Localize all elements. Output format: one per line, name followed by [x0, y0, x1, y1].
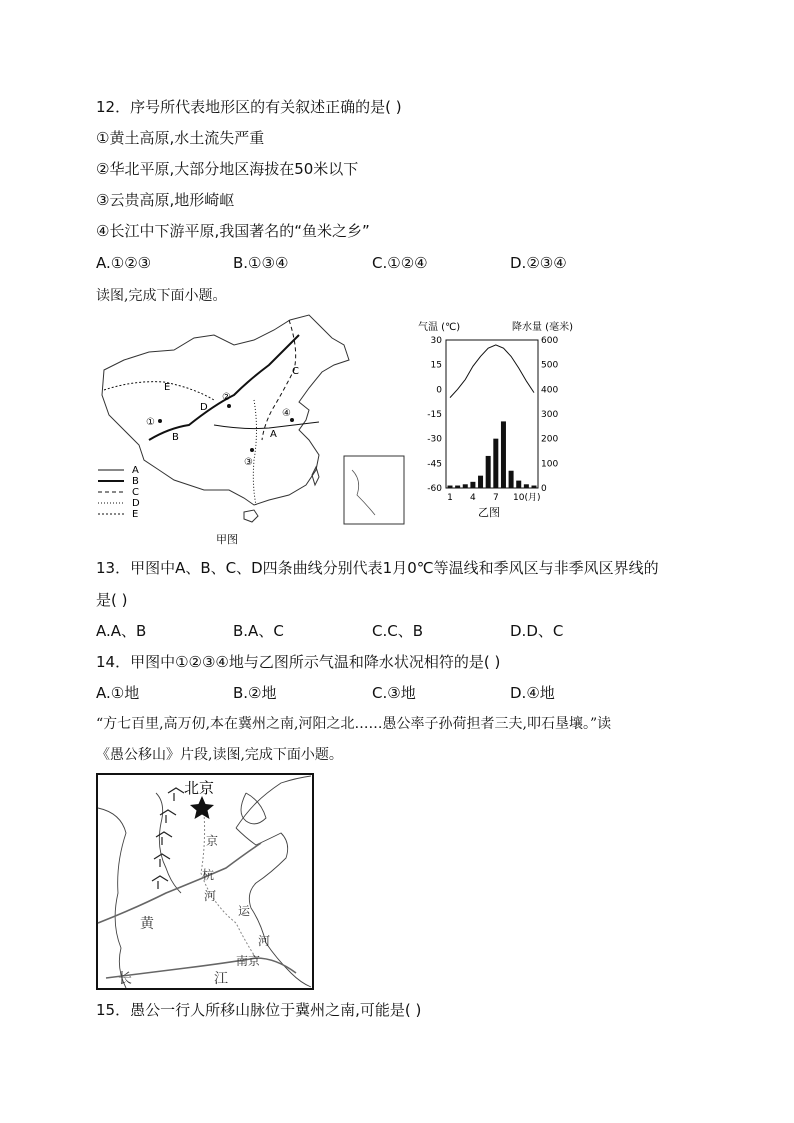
intro-1: 读图,完成下面小题。 — [96, 288, 227, 304]
right-tick-label: 100 — [541, 459, 559, 470]
point-2 — [227, 404, 231, 408]
chart-frame — [446, 340, 538, 488]
precip-bar — [516, 481, 521, 488]
temperature-line — [450, 345, 534, 398]
taiwan-island — [312, 467, 319, 485]
point-label-1: ① — [146, 417, 155, 428]
label-hang: 杭 — [202, 868, 215, 882]
curve-a — [214, 422, 319, 429]
climate-chart — [414, 318, 596, 523]
q13-option-a: A.A、B — [96, 622, 147, 640]
point-label-3: ③ — [244, 457, 253, 468]
point-label-2: ② — [222, 392, 231, 403]
right-tick-label: 600 — [541, 336, 559, 346]
x-tick-label: 7 — [492, 493, 499, 503]
curve-label-b: B — [172, 432, 179, 443]
point-1 — [158, 419, 162, 423]
precip-bar — [524, 484, 529, 488]
q12-item-2: ②华北平原,大部分地区海拔在50米以下 — [96, 160, 359, 178]
ylabel-left: 气温 (℃) — [418, 322, 461, 333]
q14-option-a: A.①地 — [96, 684, 140, 702]
precip-bar — [448, 486, 453, 488]
precip-bar — [486, 456, 491, 488]
q12-option-c: C.①②④ — [372, 254, 428, 272]
label-yun: 运 — [238, 904, 251, 918]
precip-bar — [493, 439, 498, 488]
x-tick-label: (月) — [524, 493, 541, 503]
x-tick-label: 1 — [447, 493, 453, 503]
precip-bar — [455, 486, 460, 488]
precip-bar — [478, 476, 483, 488]
precip-bar — [509, 471, 514, 488]
x-tick-label: 4 — [470, 493, 476, 503]
q12-stem: 12．序号所代表地形区的有关叙述正确的是( ) — [96, 98, 402, 116]
precip-bar — [463, 484, 468, 488]
q15-stem: 15．愚公一行人所移山脉位于冀州之南,可能是( ) — [96, 1001, 422, 1019]
point-3 — [250, 448, 254, 452]
q12-option-d: D.②③④ — [510, 254, 567, 272]
legend-a: A — [132, 465, 139, 476]
left-tick-label: 15 — [430, 360, 442, 371]
right-tick-label: 400 — [541, 385, 559, 396]
q14-option-b: B.②地 — [233, 684, 277, 702]
q14-option-d: D.④地 — [510, 684, 555, 702]
left-tick-label: 30 — [430, 336, 442, 346]
q13-option-b: B.A、C — [233, 622, 284, 640]
label-he-2: 河 — [258, 934, 271, 948]
right-tick-label: 0 — [541, 484, 547, 494]
q12-item-1: ①黄土高原,水土流失严重 — [96, 129, 265, 147]
intro-2-line2: 《愚公移山》片段,读图,完成下面小题。 — [96, 747, 343, 763]
label-jiang: 江 — [214, 971, 228, 987]
map-caption: 甲图 — [216, 533, 238, 546]
precip-bar — [532, 486, 537, 488]
right-tick-label: 300 — [541, 410, 559, 420]
left-tick-label: 0 — [436, 385, 442, 396]
precip-bar — [501, 421, 506, 488]
point-label-4: ④ — [282, 408, 291, 419]
precip-bar — [470, 482, 475, 488]
curve-label-d: D — [200, 402, 208, 413]
map-yugong — [96, 773, 314, 990]
hainan-island — [244, 510, 258, 522]
q14-option-c: C.③地 — [372, 684, 416, 702]
chart-caption: 乙图 — [478, 506, 500, 519]
label-huang: 黄 — [140, 916, 154, 932]
label-he-1: 河 — [204, 889, 217, 903]
ylabel-right: 降水量 (毫米) — [512, 322, 573, 333]
q12-option-b: B.①③④ — [233, 254, 289, 272]
left-tick-label: -45 — [427, 459, 442, 470]
q13-option-d: D.D、C — [510, 622, 564, 640]
left-tick-label: -60 — [427, 484, 442, 494]
curve-label-e: E — [164, 382, 171, 393]
left-tick-label: -30 — [427, 434, 442, 445]
q13-stem-line2: 是( ) — [96, 591, 128, 609]
curve-label-c: C — [292, 366, 299, 377]
x-tick-label: 10 — [513, 493, 525, 503]
left-tick-label: -15 — [427, 410, 442, 420]
q14-stem: 14．甲图中①②③④地与乙图所示气温和降水状况相符的是( ) — [96, 653, 501, 671]
legend-b: B — [132, 476, 139, 487]
label-nanjing: 南京 — [236, 954, 261, 968]
label-beijing: 北京 — [184, 779, 215, 797]
label-jing: 京 — [206, 834, 219, 848]
curve-c — [262, 320, 296, 440]
right-tick-label: 200 — [541, 434, 559, 445]
right-tick-label: 500 — [541, 360, 559, 371]
curve-e — [104, 382, 214, 400]
legend-c: C — [132, 487, 139, 498]
curve-b — [149, 335, 299, 440]
q12-option-a: A.①②③ — [96, 254, 152, 272]
legend-e: E — [132, 509, 139, 520]
q13-stem-line1: 13．甲图中A、B、C、D四条曲线分别代表1月0℃等温线和季风区与非季风区界线的 — [96, 559, 659, 577]
label-chang: 长 — [118, 971, 132, 987]
intro-2-line1: “方七百里,高万仞,本在冀州之南,河阳之北……愚公率子孙荷担者三夫,叩石垦壤。”读 — [96, 716, 612, 732]
q12-item-3: ③云贵高原,地形崎岖 — [96, 191, 235, 209]
curve-label-a: A — [270, 429, 277, 440]
map-legend — [98, 465, 140, 520]
q13-option-c: C.C、B — [372, 622, 424, 640]
legend-d: D — [132, 498, 140, 509]
curve-d — [253, 400, 256, 505]
map-jia — [94, 310, 414, 550]
q12-item-4: ④长江中下游平原,我国著名的“鱼米之乡” — [96, 222, 370, 240]
